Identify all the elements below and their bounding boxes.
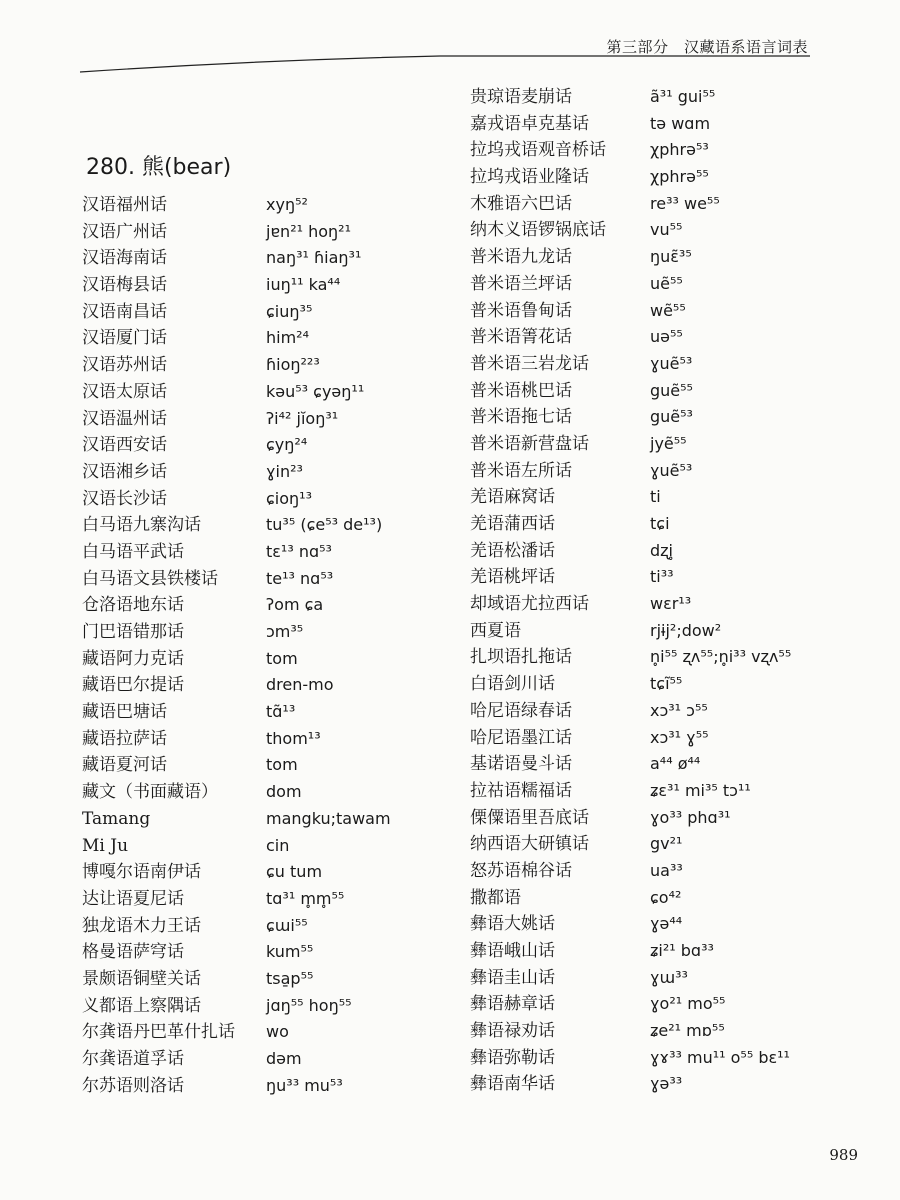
language-name: 藏语夏河话 [82, 755, 167, 776]
word-form: ɣo³³ phɑ³¹ [650, 807, 731, 827]
word-entry-row [82, 726, 422, 753]
language-name: 汉语湘乡话 [82, 461, 167, 482]
word-form: tɑ³¹ m̥m̥⁵⁵ [266, 888, 345, 908]
language-name: 普米语拖七话 [470, 407, 572, 428]
language-name: 哈尼语绿春话 [470, 700, 572, 721]
word-form: ɣɯ³³ [650, 967, 688, 987]
word-entry-row [82, 833, 422, 860]
word-form: jɐn²¹ hoŋ²¹ [266, 221, 351, 241]
word-entry-row [470, 991, 870, 1018]
word-entry-row [82, 859, 422, 886]
language-name: 木雅语六巴话 [470, 193, 572, 214]
left-column [82, 192, 422, 1099]
word-form: rjɨj²;dow² [650, 620, 722, 640]
word-entry-row [470, 1018, 870, 1045]
word-form: a⁴⁴ ø⁴⁴ [650, 754, 701, 774]
language-name: 彝语大姚话 [470, 914, 555, 935]
word-form: ŋu³³ mu⁵³ [266, 1075, 343, 1095]
language-name: 汉语广州话 [82, 221, 167, 242]
language-name: 藏文（书面藏语） [82, 782, 218, 803]
language-name: 藏语拉萨话 [82, 728, 167, 749]
word-entry-row [470, 725, 870, 752]
word-entry-row [470, 404, 870, 431]
word-entry-row [82, 512, 422, 539]
word-entry-row [82, 245, 422, 272]
word-form: wẽ⁵⁵ [650, 300, 686, 320]
word-form: mangku;tawam [266, 808, 391, 828]
word-entry-row [470, 484, 870, 511]
entry-title: 280. 熊(bear) [86, 155, 232, 180]
word-entry-row [470, 644, 870, 671]
language-name: 却域语尤拉西话 [470, 594, 589, 615]
word-form: ʑɛ³¹ mi³⁵ tɔ¹¹ [650, 780, 751, 800]
word-form: tɕĩ⁵⁵ [650, 674, 683, 694]
language-name: 汉语南昌话 [82, 301, 167, 322]
language-name: 羌语桃坪话 [470, 567, 555, 588]
word-entry-row [82, 1046, 422, 1073]
language-name: 白马语文县铁楼话 [82, 568, 218, 589]
language-name: 拉祜语糯福话 [470, 780, 572, 801]
language-name: 普米语三岩龙话 [470, 353, 589, 374]
word-entry-row [470, 191, 870, 218]
language-name: 普米语桃巴话 [470, 380, 572, 401]
word-entry-row [82, 486, 422, 513]
word-entry-row [82, 752, 422, 779]
word-entry-row [82, 566, 422, 593]
word-form: ti³³ [650, 567, 674, 587]
word-entry-row [470, 538, 870, 565]
word-form: gv²¹ [650, 834, 683, 854]
language-name: 景颇语铜壁关话 [82, 968, 201, 989]
language-name: 博嘎尔语南伊话 [82, 862, 201, 883]
word-form: xɔ³¹ ɔ⁵⁵ [650, 700, 708, 720]
word-form: tɕi [650, 514, 670, 533]
word-form: ɦioŋ²²³ [266, 355, 320, 375]
language-name: 彝语赫章话 [470, 994, 555, 1015]
word-entry-row [82, 352, 422, 379]
language-name: 扎坝语扎拖话 [470, 647, 572, 668]
word-entry-row [82, 325, 422, 352]
page-number: 989 [829, 1146, 858, 1164]
language-name: 汉语厦门话 [82, 328, 167, 349]
language-name: 门巴语错那话 [82, 622, 184, 642]
language-name: 纳木义语锣锅底话 [470, 220, 606, 241]
language-name: 格曼语萨穹话 [82, 942, 184, 963]
word-form: n̥i⁵⁵ ʐʌ⁵⁵;n̥i³³ vʐʌ⁵⁵ [650, 647, 792, 667]
word-entry-row [470, 591, 870, 618]
language-name: 汉语西安话 [82, 435, 167, 456]
word-form: ŋuɛ̃³⁵ [650, 247, 692, 267]
language-name: 白语剑川话 [470, 674, 555, 695]
right-column [470, 84, 870, 1098]
language-name: 白马语九寨沟话 [82, 515, 201, 536]
word-entry-row [470, 164, 870, 191]
word-form: ɣə³³ [650, 1074, 683, 1094]
word-form: jɑŋ⁵⁵ hoŋ⁵⁵ [266, 995, 352, 1015]
word-form: guẽ⁵⁵ [650, 380, 693, 400]
word-entry-row [82, 192, 422, 219]
word-form: tom [266, 755, 298, 775]
word-entry-row [470, 84, 870, 111]
word-form: ɣo²¹ mo⁵⁵ [650, 994, 726, 1014]
language-name: 彝语南华话 [470, 1074, 555, 1095]
language-name: 汉语梅县话 [82, 275, 167, 296]
word-form: xɔ³¹ ɣ⁵⁵ [650, 727, 709, 747]
word-entry-row [82, 1073, 422, 1100]
word-form: guẽ⁵³ [650, 407, 693, 427]
language-name: 普米语左所话 [470, 460, 572, 481]
word-form: ɣin²³ [266, 461, 303, 481]
word-entry-row [470, 298, 870, 325]
language-name: 普米语箐花话 [470, 327, 572, 348]
language-name: 彝语峨山话 [470, 941, 555, 961]
language-name: 汉语福州话 [82, 195, 167, 215]
word-entry-row [82, 806, 422, 833]
word-form: wo [266, 1022, 289, 1042]
word-form: jyẽ⁵⁵ [650, 433, 687, 453]
language-name: 普米语新营盘话 [470, 433, 589, 454]
language-name: 哈尼语墨江话 [470, 727, 572, 748]
word-entry-row [470, 137, 870, 164]
word-entry-row [82, 966, 422, 993]
word-entry-row [470, 378, 870, 405]
language-name: 白马语平武话 [82, 541, 184, 562]
word-form: ã³¹ gui⁵⁵ [650, 87, 716, 106]
word-form: him²⁴ [266, 328, 309, 348]
word-entry-row [470, 751, 870, 778]
word-entry-row [470, 324, 870, 351]
language-name: 羌语麻窝话 [470, 487, 555, 508]
word-entry-row [470, 671, 870, 698]
word-form: tsa̱p⁵⁵ [266, 968, 314, 988]
word-form: dom [266, 782, 302, 802]
word-entry-row [470, 858, 870, 885]
language-name: 尔龚语道孚话 [82, 1049, 184, 1069]
word-entry-row [82, 592, 422, 619]
word-form: re³³ we⁵⁵ [650, 193, 720, 213]
word-entry-row [82, 993, 422, 1020]
word-entry-row [470, 1045, 870, 1072]
language-name: 达让语夏尼话 [82, 888, 184, 909]
language-name: 普米语九龙话 [470, 247, 572, 268]
language-name: 贵琼语麦崩话 [470, 87, 572, 107]
word-form: uẽ⁵⁵ [650, 273, 683, 293]
word-form: uə⁵⁵ [650, 327, 683, 347]
word-entry-row [470, 244, 870, 271]
word-form: thom¹³ [266, 728, 321, 748]
language-name: 基诺语曼斗话 [470, 754, 572, 775]
word-form: dren-mo [266, 675, 334, 695]
word-form: ɣuẽ⁵³ [650, 460, 693, 480]
language-name: 拉坞戎语业隆话 [470, 167, 589, 188]
word-form: tɑ̃¹³ [266, 702, 296, 722]
word-form: vu⁵⁵ [650, 220, 683, 240]
word-entry-row [82, 432, 422, 459]
language-name: 汉语海南话 [82, 248, 167, 269]
word-entry-row [82, 886, 422, 913]
language-name: 尔苏语则洛话 [82, 1075, 184, 1096]
word-form: ɕiuŋ³⁵ [266, 301, 313, 321]
word-form: xyŋ⁵² [266, 195, 308, 214]
word-entry-row [82, 379, 422, 406]
word-entry-row [470, 965, 870, 992]
word-entry-row [82, 406, 422, 433]
word-entry-row [82, 913, 422, 940]
word-entry-row [470, 564, 870, 591]
word-entry-row [82, 219, 422, 246]
word-form: tɛ¹³ nɑ⁵³ [266, 541, 332, 561]
word-entry-row [470, 271, 870, 298]
word-form: naŋ³¹ ɦiaŋ³¹ [266, 248, 362, 268]
language-name: 汉语苏州话 [82, 355, 167, 376]
word-form: dəm [266, 1049, 302, 1068]
word-entry-row [470, 778, 870, 805]
word-entry-row [82, 619, 422, 646]
language-name: 纳西语大研镇话 [470, 834, 589, 855]
language-name: 彝语圭山话 [470, 967, 555, 988]
word-entry-row [470, 911, 870, 938]
word-form: ʑi²¹ bɑ³³ [650, 941, 714, 960]
word-entry-row [470, 938, 870, 965]
language-name: 拉坞戎语观音桥话 [470, 140, 606, 161]
word-entry-row [470, 431, 870, 458]
word-form: te¹³ nɑ⁵³ [266, 568, 334, 588]
language-name: 仓洛语地东话 [82, 595, 184, 616]
word-entry-row [470, 698, 870, 725]
language-name: 羌语蒲西话 [470, 514, 555, 534]
language-name: 怒苏语棉谷话 [470, 860, 572, 881]
language-name: 羌语松潘话 [470, 540, 555, 561]
word-form: wɛr¹³ [650, 594, 692, 614]
word-entry-row [470, 805, 870, 832]
word-form: ɕo⁴² [650, 887, 682, 907]
word-form: χphrə⁵³ [650, 140, 709, 160]
language-name: 傈僳语里吾底话 [470, 807, 589, 828]
word-entry-row [470, 885, 870, 912]
language-name: Mi Ju [82, 835, 129, 856]
language-name: 撒都语 [470, 887, 521, 908]
word-entry-row [82, 272, 422, 299]
language-name: 藏语巴塘话 [82, 702, 167, 723]
word-entry-row [470, 1071, 870, 1098]
language-name: 义都语上察隅话 [82, 995, 201, 1016]
language-name: 汉语太原话 [82, 381, 167, 402]
language-name: 西夏语 [470, 620, 521, 641]
word-form: χphrə⁵⁵ [650, 167, 709, 187]
language-name: 藏语阿力克话 [82, 648, 184, 669]
language-name: 藏语巴尔提话 [82, 675, 184, 696]
word-entry-row [82, 459, 422, 486]
word-entry-row [470, 458, 870, 485]
language-name: 汉语温州话 [82, 408, 167, 429]
word-entry-row [470, 831, 870, 858]
language-name: 彝语禄劝话 [470, 1021, 555, 1042]
word-form: kəu⁵³ ɕyəŋ¹¹ [266, 381, 365, 401]
word-form: ɕɯi⁵⁵ [266, 915, 308, 935]
word-entry-row [82, 699, 422, 726]
word-form: cin [266, 835, 290, 855]
word-form: iuŋ¹¹ ka⁴⁴ [266, 275, 341, 295]
header-rule [0, 0, 900, 90]
language-name: 独龙语木力王话 [82, 915, 201, 936]
language-name: 彝语弥勒话 [470, 1047, 555, 1068]
word-entry-row [470, 351, 870, 378]
word-form: ɣə⁴⁴ [650, 914, 683, 934]
word-entry-row [470, 111, 870, 138]
word-form: ua³³ [650, 860, 683, 880]
language-name: 尔龚语丹巴革什扎话 [82, 1022, 235, 1043]
running-header: 第三部分 汉藏语系语言词表 [606, 38, 808, 56]
word-entry-row [82, 299, 422, 326]
word-form: ɣɤ³³ mu¹¹ o⁵⁵ bɛ¹¹ [650, 1047, 790, 1067]
language-name: Tamang [82, 808, 151, 829]
word-entry-row [470, 511, 870, 538]
word-entry-row [82, 646, 422, 673]
word-entry-row [470, 217, 870, 244]
word-form: ɣuẽ⁵³ [650, 353, 693, 373]
word-form: tom [266, 648, 298, 668]
word-form: kum⁵⁵ [266, 942, 314, 962]
word-form: ɕyŋ²⁴ [266, 435, 308, 455]
word-form: ti [650, 487, 661, 507]
word-form: ɕu tum [266, 862, 323, 882]
word-entry-row [82, 779, 422, 806]
word-entry-row [82, 672, 422, 699]
word-form: tə wɑm [650, 113, 711, 133]
word-form: ʔom ɕa [266, 595, 324, 615]
word-form: ɔm³⁵ [266, 622, 304, 641]
word-form: tu³⁵ (ɕe⁵³ de¹³) [266, 515, 383, 535]
word-entry-row [82, 1019, 422, 1046]
word-form: dʐi̥ [650, 540, 673, 560]
word-entry-row [82, 939, 422, 966]
word-form: ʑe²¹ mɒ⁵⁵ [650, 1021, 725, 1041]
language-name: 普米语鲁甸话 [470, 300, 572, 321]
language-name: 普米语兰坪话 [470, 273, 572, 294]
language-name: 嘉戎语卓克基话 [470, 113, 589, 134]
word-entry-row [82, 539, 422, 566]
word-form: ɕioŋ¹³ [266, 488, 312, 508]
word-entry-row [470, 618, 870, 645]
language-name: 汉语长沙话 [82, 488, 167, 509]
word-form: ʔi⁴² jĭoŋ³¹ [266, 408, 339, 428]
